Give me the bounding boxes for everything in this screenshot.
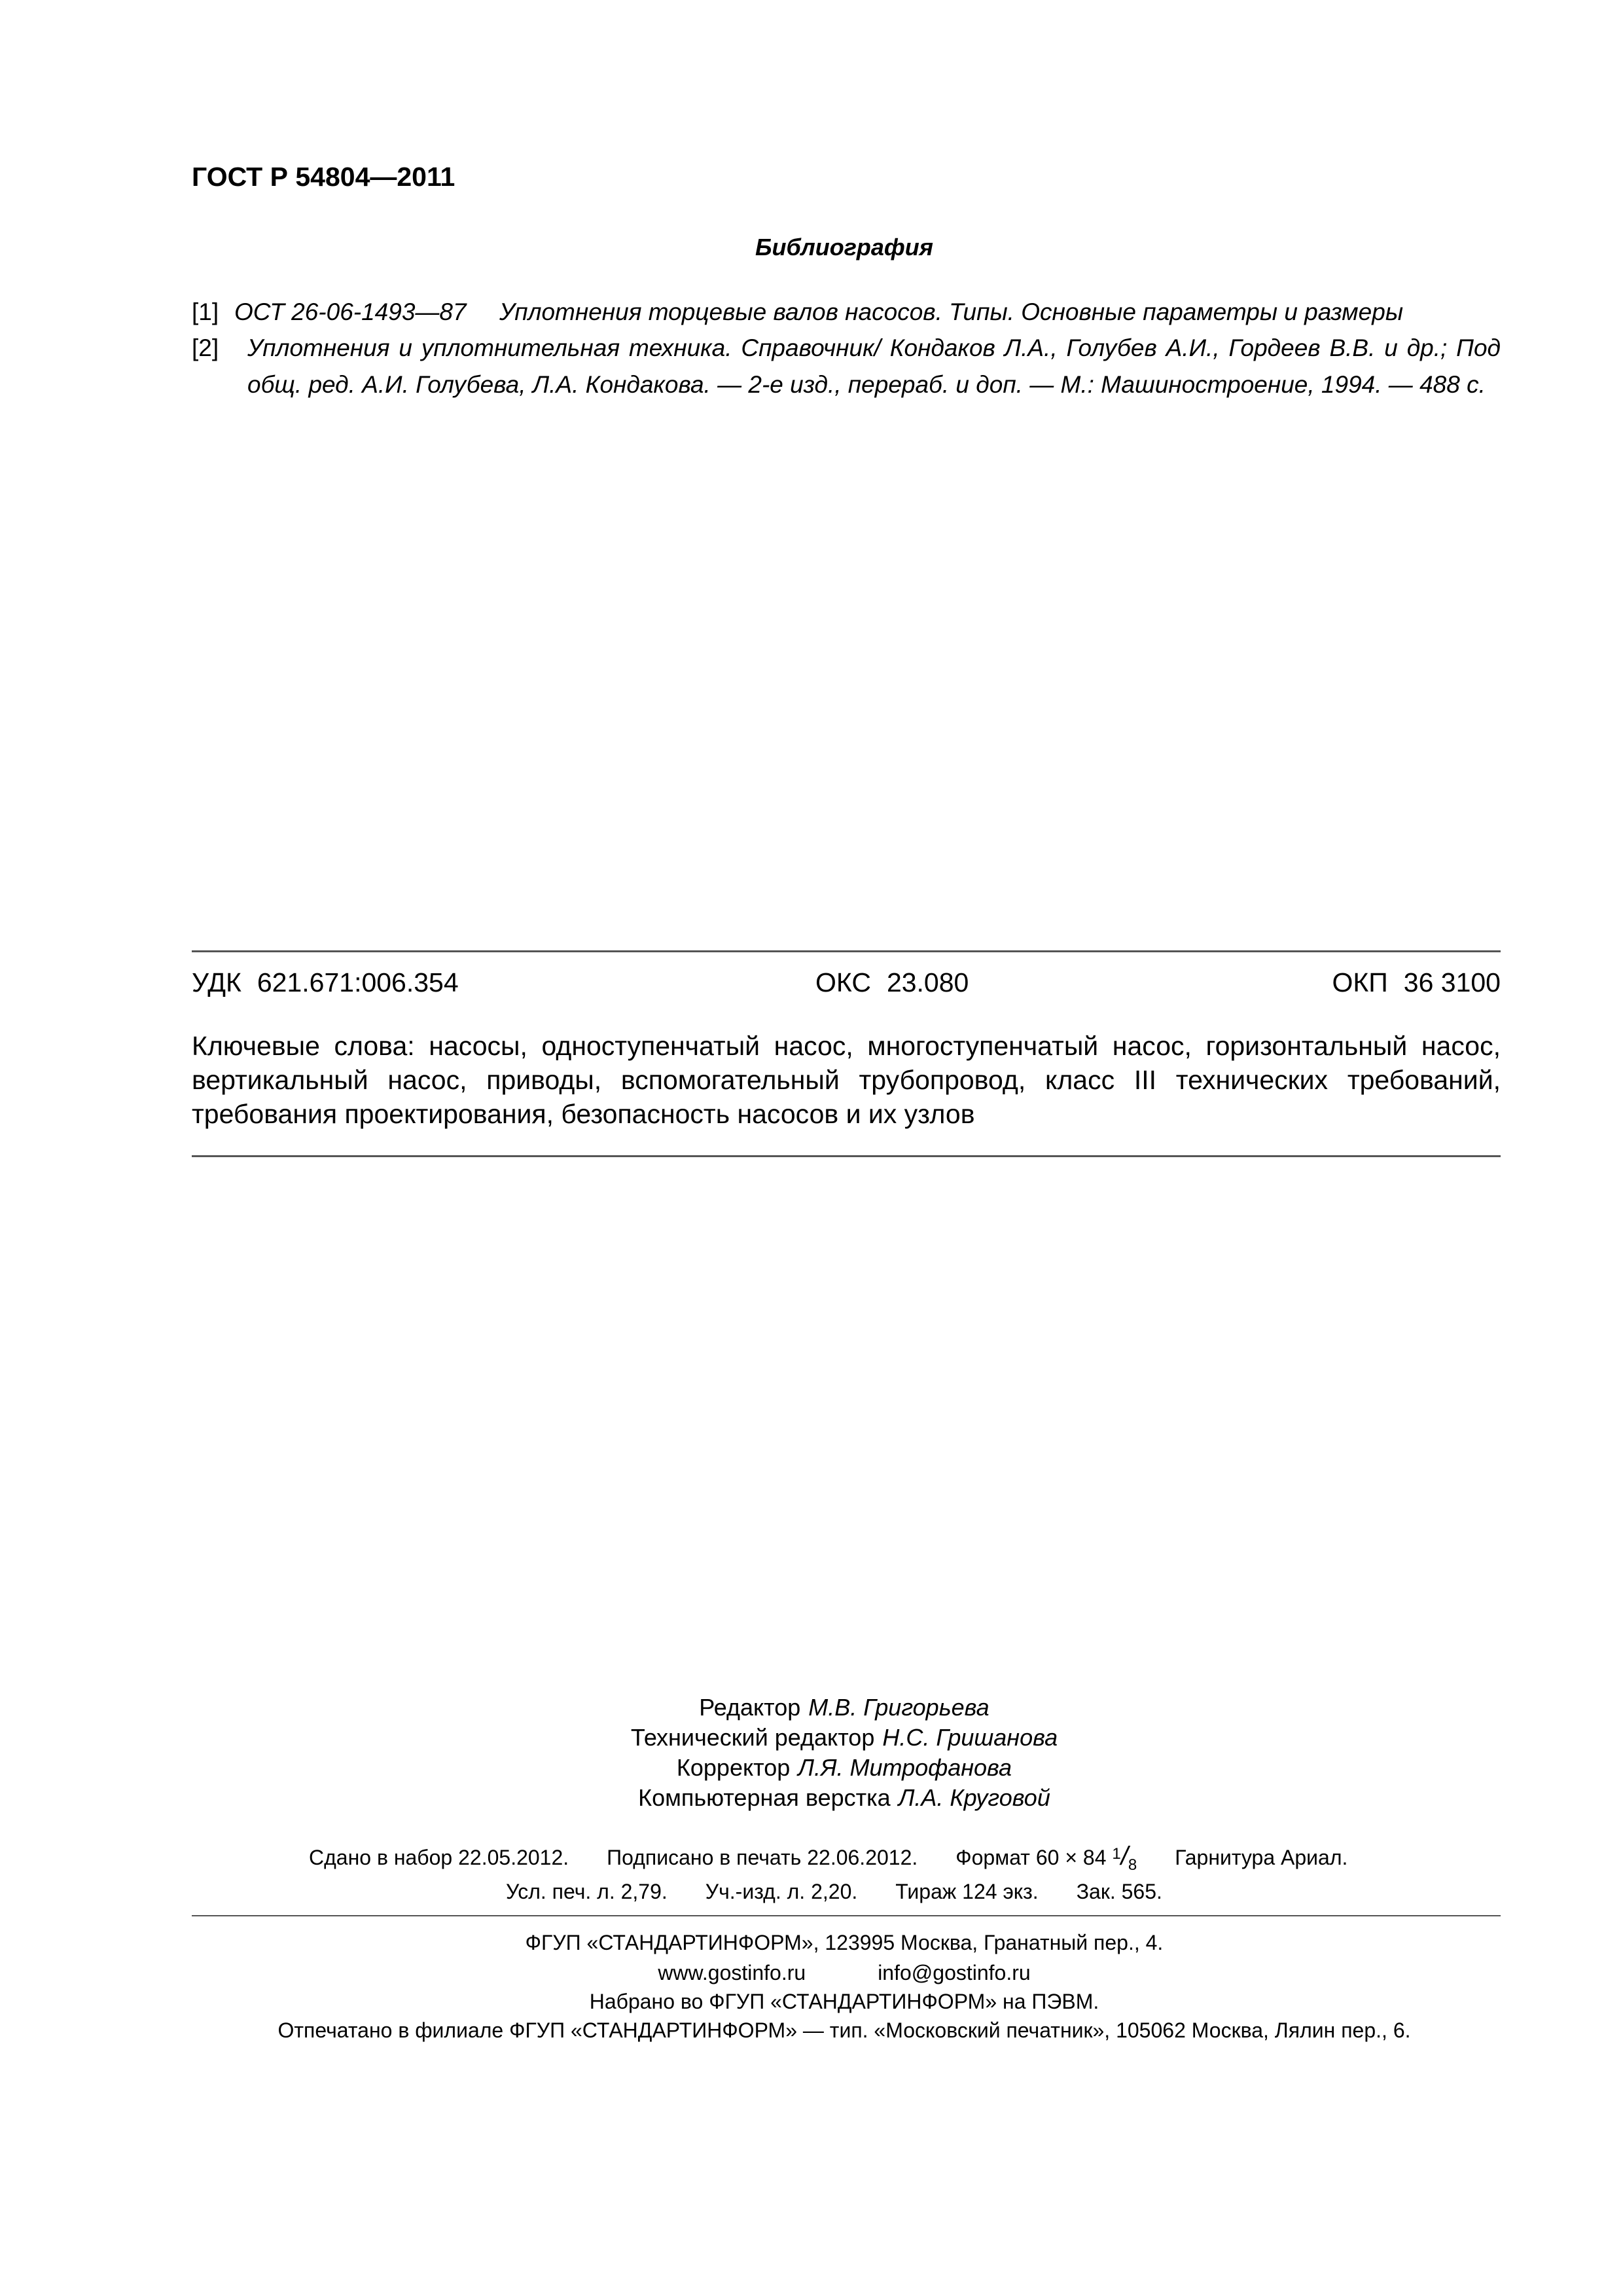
publisher-address: ФГУП «СТАНДАРТИНФОРМ», 123995 Москва, Гранатный пер., 4. xyxy=(525,1931,1164,1954)
credit-proofreader xyxy=(0,1754,1623,1782)
oks-value: 23.080 xyxy=(886,967,969,997)
bibliography-entry-number: [2] xyxy=(192,334,219,361)
okp-code xyxy=(1332,967,1501,998)
document-code: ГОСТ Р 54804—2011 xyxy=(192,162,455,192)
bibliography-entry-number: [1] xyxy=(192,298,219,325)
credit-name: Л.А. Круговой xyxy=(898,1784,1050,1811)
okp-value: 36 3100 xyxy=(1403,967,1501,997)
imprint-format-prefix: Формат 60 × 84 xyxy=(955,1846,1107,1869)
divider-top xyxy=(192,950,1501,952)
imprint-circulation: Тираж 124 экз. xyxy=(895,1880,1039,1903)
bibliography-entry-text xyxy=(234,294,1403,331)
credit-role: Компьютерная верстка xyxy=(638,1784,891,1811)
bibliography-title: Библиография xyxy=(755,234,933,260)
credit-editor xyxy=(0,1694,1623,1721)
bibliography-entry-text: Уплотнения и уплотнительная техника. Справочник/ Кондаков Л.А., Голубев А.И., Гордеев В.В. и др.; Под общ. ред. А.И. Голубева, Л.А. Кондакова. — 2-е изд., перераб. и доп. — М.: Машиностроение, 1994. — 488 с. xyxy=(247,334,1501,398)
okp-label: ОКП xyxy=(1332,967,1388,997)
udk-label: УДК xyxy=(192,967,241,997)
imprint-order: Зак. 565. xyxy=(1076,1880,1162,1903)
bibliography-entry-code: ОСТ 26-06-1493—87 xyxy=(234,298,467,325)
imprint-print-sheets: Усл. печ. л. 2,79. xyxy=(506,1880,668,1903)
credit-role: Корректор xyxy=(676,1754,791,1781)
imprint-line-1 xyxy=(309,1842,1347,1874)
imprint-submitted: Сдано в набор 22.05.2012. xyxy=(309,1846,569,1869)
typeset-note: Набрано во ФГУП «СТАНДАРТИНФОРМ» на ПЭВМ. xyxy=(589,1990,1099,2013)
imprint-signed: Подписано в печать 22.06.2012. xyxy=(607,1846,918,1869)
imprint-format xyxy=(955,1842,1137,1874)
credit-layout xyxy=(0,1784,1623,1812)
credit-name: М.В. Григорьева xyxy=(808,1694,990,1721)
udk-code xyxy=(192,967,459,998)
publisher-website-link[interactable]: www.gostinfo.ru xyxy=(658,1961,806,1984)
divider-bottom xyxy=(192,1915,1501,1916)
oks-code xyxy=(815,967,969,998)
imprint-line-2 xyxy=(506,1880,1162,1904)
printing-note: Отпечатано в филиале ФГУП «СТАНДАРТИНФОРМ» — тип. «Московский печатник», 105062 Москва, Лялин пер., 6. xyxy=(277,2018,1411,2042)
fraction-slash: / xyxy=(1120,1842,1128,1871)
credit-name: Л.Я. Митрофанова xyxy=(798,1754,1012,1781)
imprint-typeface: Гарнитура Ариал. xyxy=(1175,1846,1348,1869)
bibliography-entry-title: Уплотнения торцевые валов насосов. Типы. Основные параметры и размеры xyxy=(499,298,1404,325)
publisher-contacts xyxy=(0,1961,1623,1985)
keywords-paragraph: Ключевые слова: насосы, одноступенчатый насос, многоступенчатый насос, горизонтальный насос, вертикальный насос, приводы, вспомогательный трубопровод, класс III технических требований, требования проектирования, безопасность насосов и их узлов xyxy=(192,1031,1501,1129)
imprint-pub-sheets: Уч.-изд. л. 2,20. xyxy=(705,1880,858,1903)
imprint-format-numerator: 1 xyxy=(1112,1845,1121,1863)
credit-role: Редактор xyxy=(699,1694,801,1721)
credit-technical-editor xyxy=(0,1724,1623,1751)
udk-value: 621.671:006.354 xyxy=(257,967,459,997)
credit-name: Н.С. Гришанова xyxy=(882,1724,1058,1751)
credit-role: Технический редактор xyxy=(630,1724,875,1751)
divider-middle xyxy=(192,1155,1501,1157)
oks-label: ОКС xyxy=(815,967,871,997)
publisher-email-link[interactable]: info@gostinfo.ru xyxy=(878,1961,1031,1984)
imprint-format-denominator: 8 xyxy=(1128,1856,1137,1874)
